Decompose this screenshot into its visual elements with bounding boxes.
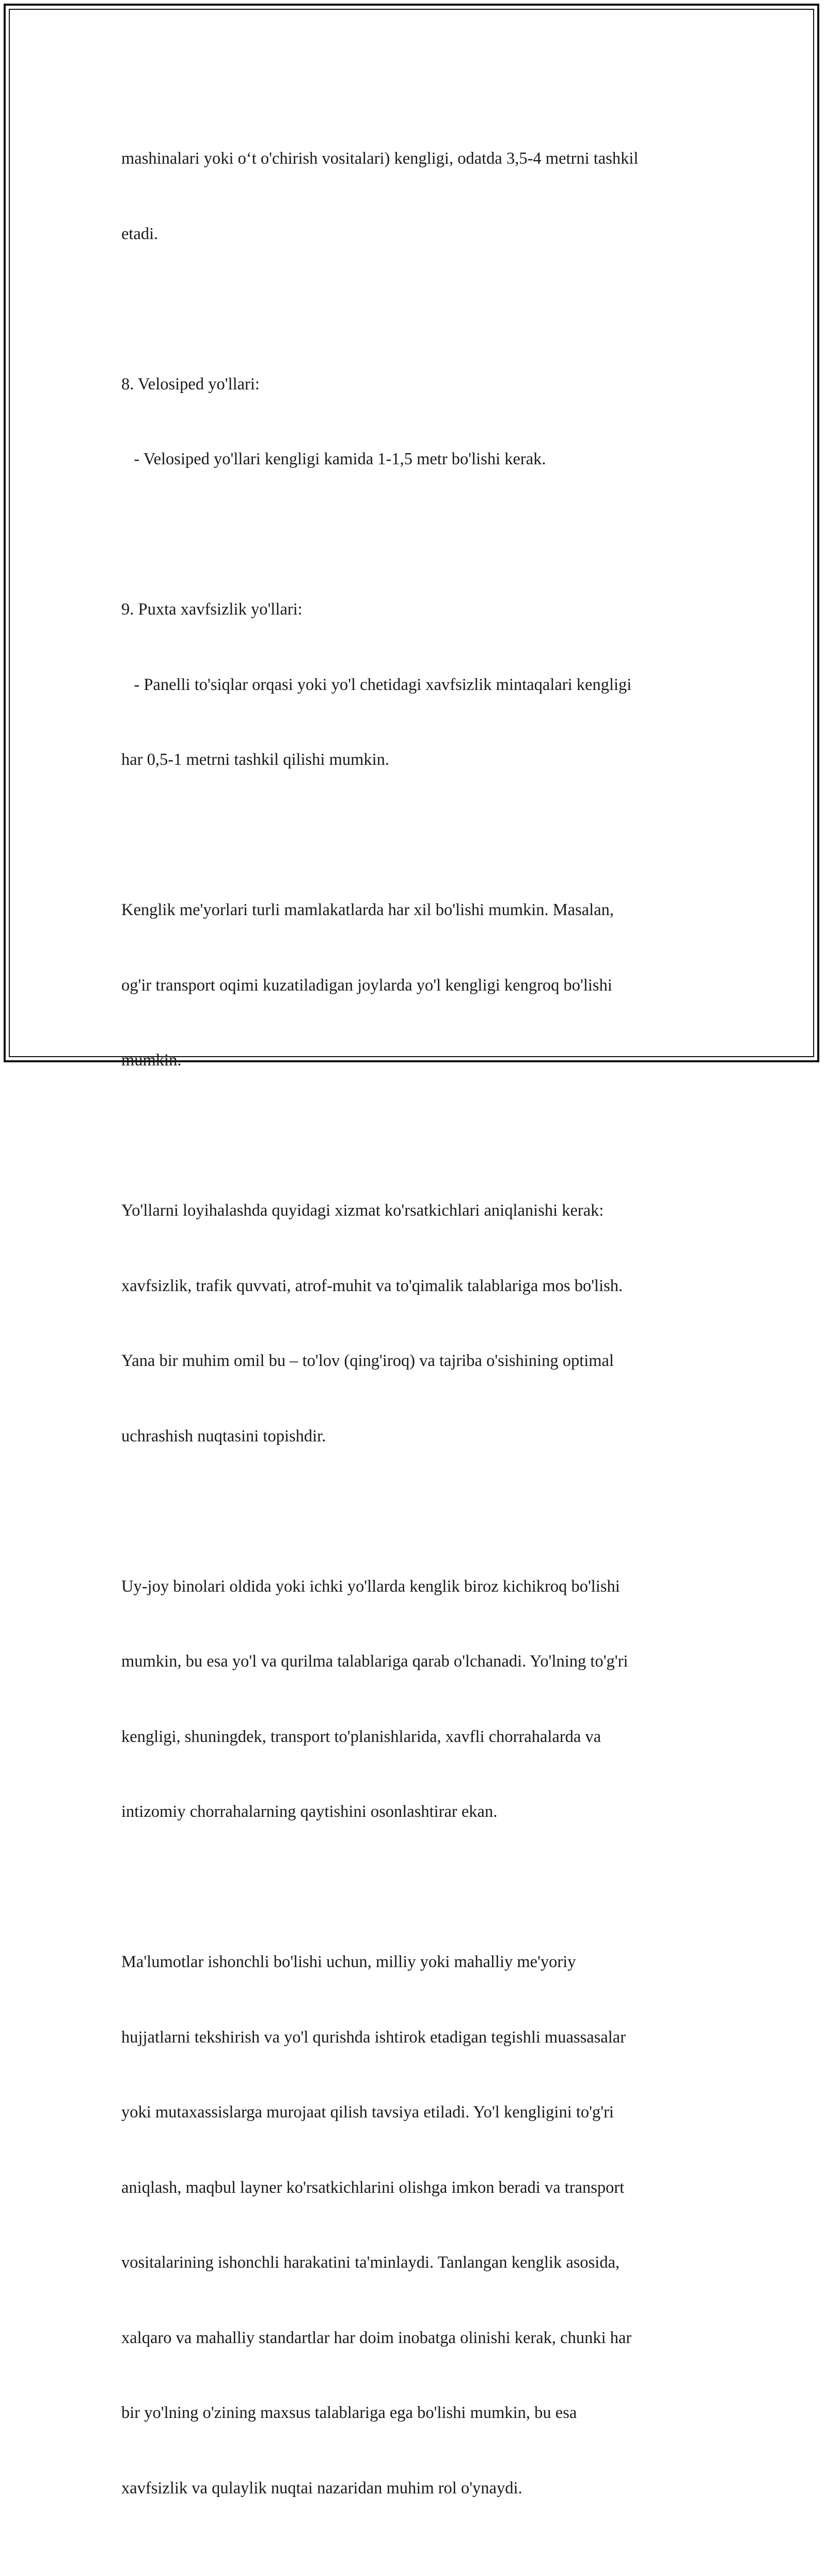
- text-line: Ma'lumotlar ishonchli bo'lishi uchun, milliy yoki mahalliy me'yoriy: [121, 1953, 576, 1971]
- paragraph-road-width-continuation: [121, 96, 710, 296]
- text-line: xalqaro va mahalliy standartlar har doim inobatga olinishi kerak, chunki har: [121, 2328, 632, 2347]
- text-line: mumkin.: [121, 1051, 182, 1070]
- paragraph-design-indicators: [121, 1148, 710, 1499]
- text-line: og'ir transport oqimi kuzatiladigan joylarda yo'l kengligi kengroq bo'lishi: [121, 976, 612, 995]
- text-line: mashinalari yoki o‘t o'chirish vositalari) kengligi, odatda 3,5-4 metrni tashkil: [121, 149, 639, 168]
- text-line: yoki mutaxassislarga murojaat qilish tavsiya etiladi. Yo'l kengligini to'g'ri: [121, 2103, 614, 2122]
- text-line: mumkin, bu esa yo'l va qurilma talablariga qarab o'lchanadi. Yo'lning to'g'ri: [121, 1652, 628, 1671]
- text-line: har 0,5-1 metrni tashkil qilishi mumkin.: [121, 750, 390, 769]
- text-line: etadi.: [121, 224, 158, 243]
- paragraph-bicycle-lanes: [121, 322, 710, 522]
- text-line: bir yo'lning o'zining maxsus talablariga ega bo'lishi mumkin, bu esa: [121, 2404, 577, 2422]
- text-line: Yana bir muhim omil bu – to'lov (qing'iroq) va tajriba o'sishining optimal: [121, 1352, 614, 1370]
- list-item: - Panelli to'siqlar orqasi yoki yo'l chetidagi xavfsizlik mintaqalari kengligi: [121, 675, 632, 694]
- text-line: intizomiy chorrahalarning qaytishini osonlashtirar ekan.: [121, 1802, 498, 1821]
- text-line: uchrashish nuqtasini topishdir.: [121, 1426, 326, 1446]
- text-line: xavfsizlik va qulaylik nuqtai nazaridan muhim rol o'ynaydi.: [121, 2478, 522, 2498]
- text-line: Kenglik me'yorlari turli mamlakatlarda har xil bo'lishi mumkin. Masalan,: [121, 901, 614, 919]
- text-line: aniqlash, maqbul layner ko'rsatkichlarini olishga imkon beradi va transport: [121, 2178, 625, 2197]
- paragraph-recommendations: [121, 1899, 710, 2551]
- text-line: kengligi, shuningdek, transport to'planishlarida, xavfli chorrahalarda va: [121, 1727, 601, 1746]
- paragraph-safety-lanes: [121, 547, 710, 823]
- list-item: - Velosiped yo'llari kengligi kamida 1-1,5 metr bo'lishi kerak.: [121, 450, 546, 468]
- text-line: hujjatlarni tekshirish va yo'l qurishda ishtirok etadigan tegishli muassasalar: [121, 2028, 626, 2047]
- paragraph-residential-roads: [121, 1524, 710, 1875]
- list-heading: 9. Puxta xavfsizlik yo'llari:: [121, 600, 303, 619]
- text-line: xavfsizlik, trafik quvvati, atrof-muhit va to'qimalik talablariga mos bo'lish.: [121, 1276, 623, 1295]
- list-heading: 8. Velosiped yo'llari:: [121, 374, 260, 394]
- text-line: Uy-joy binolari oldida yoki ichki yo'llarda kenglik biroz kichikroq bo'lishi: [121, 1577, 620, 1596]
- text-line: Yo'llarni loyihalashda quyidagi xizmat ko'rsatkichlari aniqlanishi kerak:: [121, 1201, 604, 1220]
- text-line: vositalarining ishonchli harakatini ta'minlaydi. Tanlangan kenglik asosida,: [121, 2253, 620, 2272]
- paragraph-width-norms: [121, 847, 710, 1123]
- document-body: [121, 96, 710, 2576]
